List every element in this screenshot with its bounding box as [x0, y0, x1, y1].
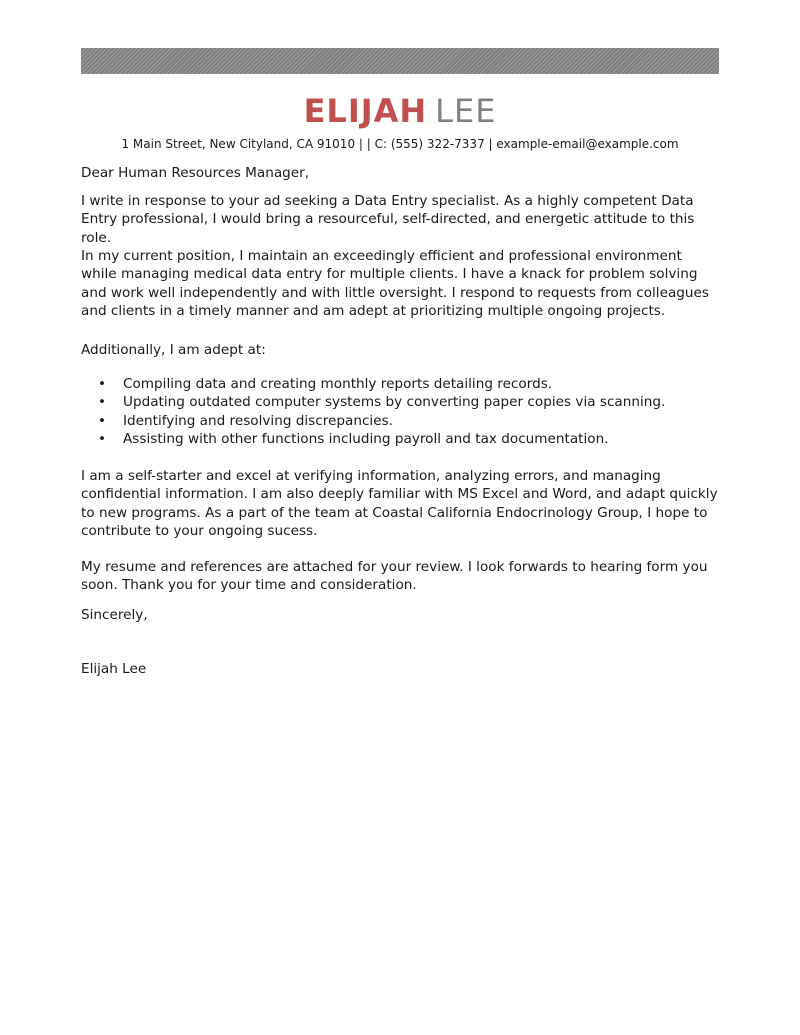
signature-name: Elijah Lee — [81, 661, 147, 677]
bullet-icon: • — [98, 376, 107, 392]
list-item-text: Assisting with other functions including payroll and tax documentation. — [123, 430, 609, 447]
bullet-icon: • — [98, 412, 107, 429]
list-item-text: Compiling data and creating monthly reports detailing records. — [123, 376, 553, 392]
paragraph-intro: I write in response to your ad seeking a Data Entry specialist. As a highly competent Data Entry professional, I would bring a resourceful, self-directed, and energetic attitude to this role. — [81, 193, 695, 246]
skills-list — [81, 375, 721, 448]
paragraph-current-position: In my current position, I maintain an exceedingly efficient and professional environment while managing medical data entry for multiple clients. I have a knack for problem solving and work well independently and with little oversight. I respond to requests from colleagues and clients in a timely manner and am adept at prioritizing multiple ongoing projects. — [81, 248, 709, 319]
contact-line: 1 Main Street, New Cityland, CA 91010 | | C: (555) 322-7337 | example-email@example.com — [121, 137, 679, 151]
list-item — [81, 412, 721, 430]
closing-salutation: Sincerely, — [81, 607, 148, 623]
greeting: Dear Human Resources Manager, — [81, 165, 310, 181]
bullet-icon: • — [98, 430, 107, 447]
paragraph-closing: My resume and references are attached for your review. I look forwards to hearing form you soon. Thank you for your time and consideration. — [81, 559, 708, 594]
bullet-icon: • — [98, 394, 107, 411]
list-item — [81, 393, 721, 411]
list-item-text: Identifying and resolving discrepancies. — [123, 412, 393, 429]
header-decorative-bar — [81, 48, 719, 74]
list-item — [81, 430, 721, 448]
applicant-name — [0, 91, 800, 131]
paragraph-skills-intro: Additionally, I am adept at: — [81, 342, 266, 358]
last-name: LEE — [435, 92, 497, 130]
paragraph-qualifications: I am a self-starter and excel at verifying information, analyzing errors, and managing confidential information. I am also deeply familiar with MS Excel and Word, and adapt quickly to new programs. As a part of the team at Coastal California Endocrinology Group, I hope to contribute to your ongoing sucess. — [81, 468, 718, 539]
first-name: ELIJAH — [303, 92, 428, 130]
list-item — [81, 375, 721, 393]
list-item-text: Updating outdated computer systems by converting paper copies via scanning. — [123, 394, 666, 411]
